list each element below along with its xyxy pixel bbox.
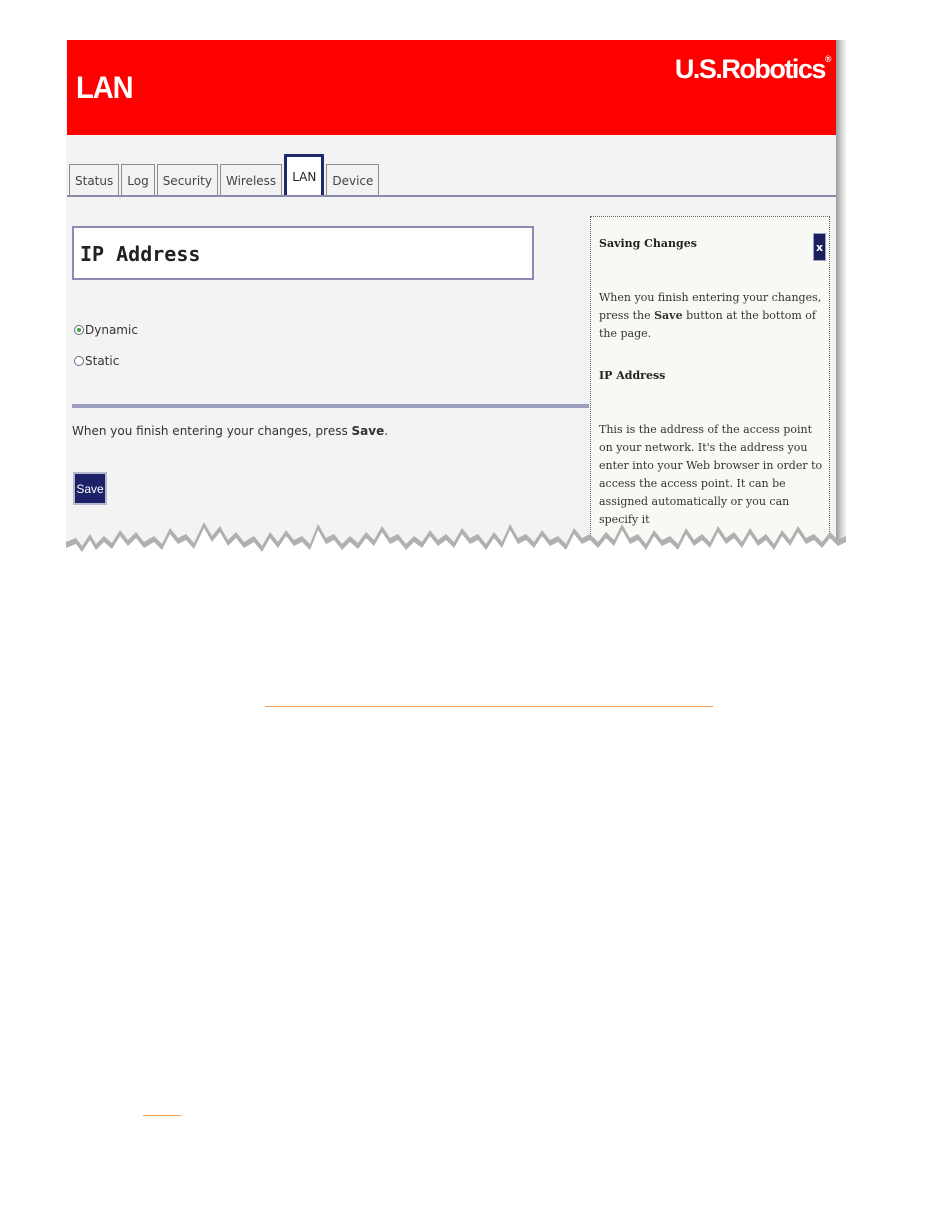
section-header-box [72,226,534,280]
radio-static-label: Static [85,354,120,368]
help-heading-saving: Saving Changes [599,237,697,250]
logo-text: U.S.Robotics [674,54,825,84]
tab-bar [69,152,379,196]
radio-static[interactable] [74,354,119,368]
tab-wireless[interactable]: Wireless [220,164,282,196]
hyperlink-underline[interactable] [265,706,713,707]
radio-dynamic-label: Dynamic [85,323,138,337]
tab-underline [67,195,836,197]
tab-lan[interactable]: LAN [284,154,324,196]
radio-dynamic[interactable] [74,323,138,337]
hyperlink-underline-short[interactable] [143,1115,181,1116]
header-bar [67,40,836,135]
radio-dynamic-icon[interactable] [74,325,84,335]
section-title: IP Address [80,242,201,266]
tab-security[interactable]: Security [157,164,218,196]
help-text-ip: This is the address of the access point on your network. It's the address you enter into your Web browser in order to access the access point. It can be assigned automatically or you can specify it [599,423,823,526]
save-button[interactable]: Save [73,472,107,505]
page-title: LAN [76,70,133,106]
tab-status[interactable]: Status [69,164,119,196]
section-divider [72,404,589,408]
instruction-bold: Save [351,424,385,438]
help-close-button[interactable]: x [813,233,826,261]
help-text-saving-bold: Save [654,309,683,322]
page-shadow [836,40,846,550]
tab-log[interactable]: Log [121,164,154,196]
help-text-saving-suffix: button at the bottom of the page. [599,309,816,340]
radio-static-icon[interactable] [74,356,84,366]
registered-mark: ® [824,54,830,64]
help-text-saving-prefix: When you finish entering your changes, press the [599,291,822,322]
instruction-suffix: . [384,424,389,438]
instruction-prefix: When you finish entering your changes, press [72,424,352,438]
help-text-saving [599,289,825,343]
usrobotics-logo [675,54,830,85]
torn-paper-edge [66,516,846,588]
tab-device[interactable]: Device [326,164,379,196]
screenshot-frame [66,40,846,588]
help-heading-ip: IP Address [599,369,666,382]
save-instruction [72,424,388,438]
